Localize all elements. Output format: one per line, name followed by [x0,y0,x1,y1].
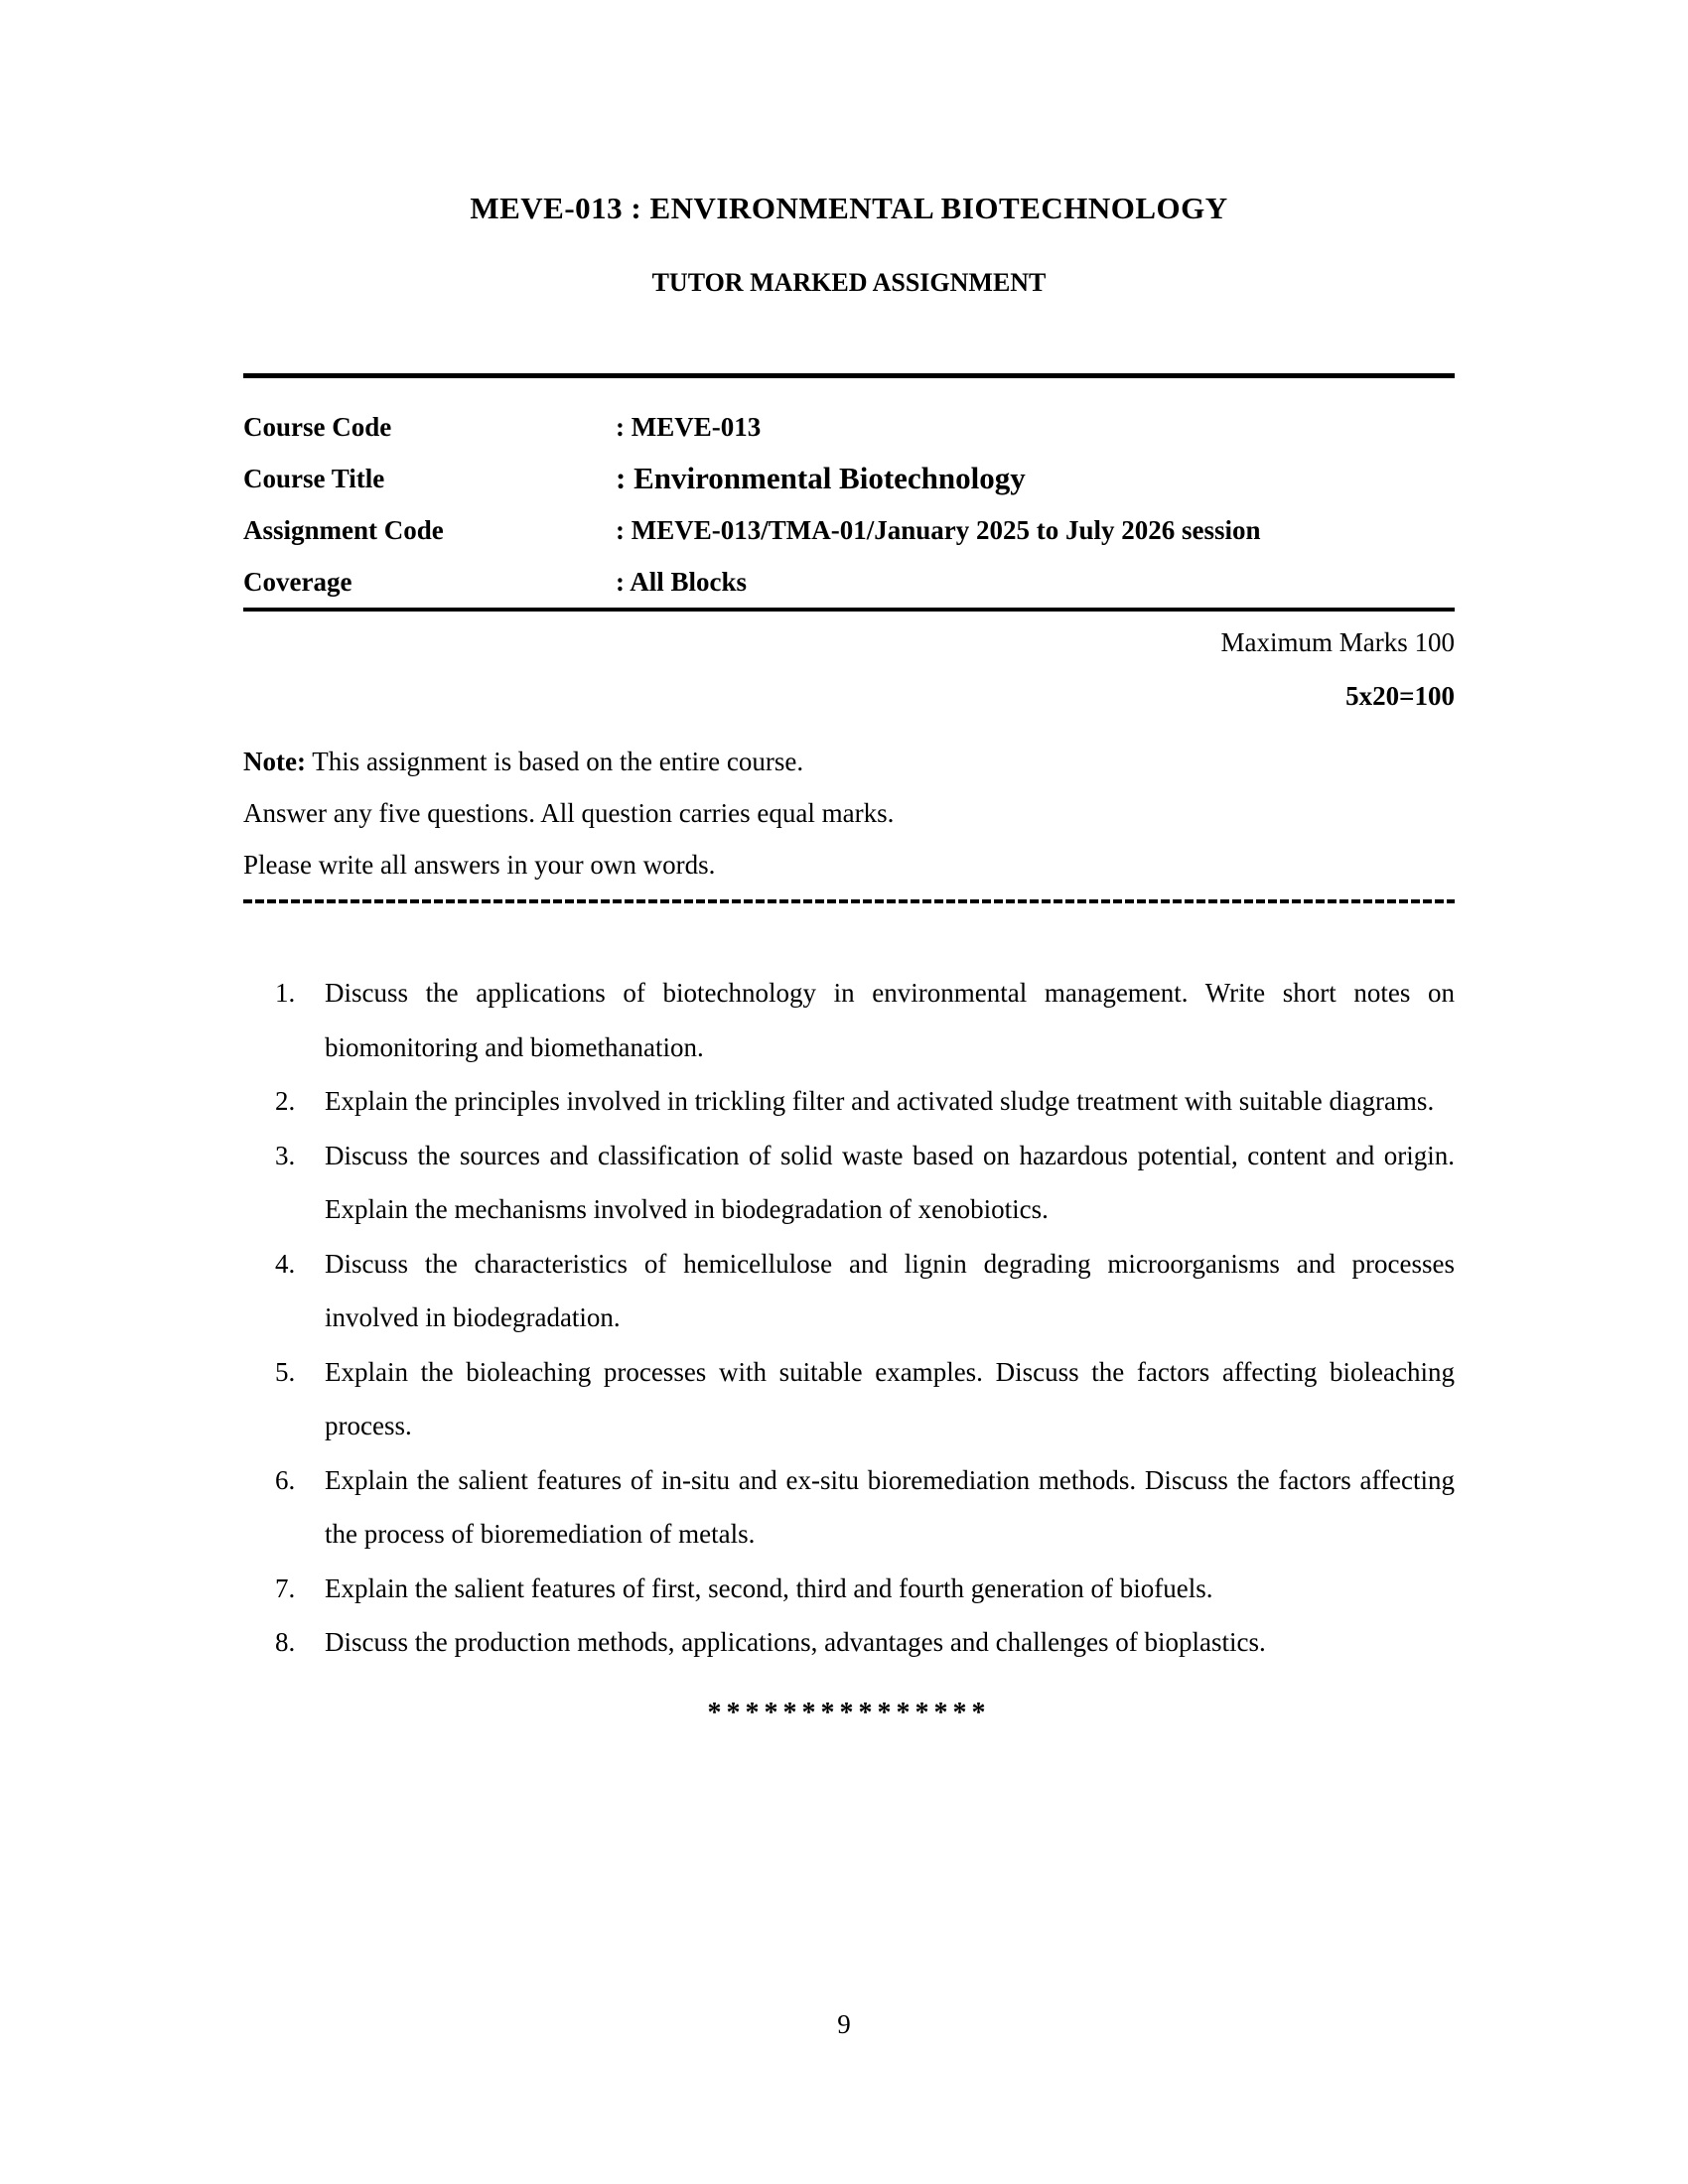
question-item-6 [275,1453,1455,1562]
question-text: Discuss the applications of biotechnology in environmental management. Write short notes on biomonitoring and biomethanation. [325,978,1455,1062]
question-text: Explain the principles involved in trickling filter and activated sludge treatment with suitable diagrams. [325,1086,1435,1116]
dashed-divider [243,899,1455,903]
note-text: This assignment is based on the entire course. [305,747,804,776]
table-row-course-title [243,453,1455,504]
question-item-8 [275,1615,1455,1670]
course-title-label: Course Title [243,464,385,493]
question-text: Discuss the production methods, applications, advantages and challenges of bioplastics. [325,1627,1266,1657]
document-content [243,0,1455,1729]
instructions-block [243,745,1455,882]
coverage-label: Coverage [243,567,352,597]
question-item-5 [275,1345,1455,1453]
end-of-paper-separator: *************** [707,1697,991,1728]
question-list [243,966,1455,1670]
question-item-3 [275,1129,1455,1237]
note-line [243,745,1455,778]
question-text: Discuss the sources and classification of solid waste based on hazardous potential, content and origin. Explain the mechanisms involved in biodegradation of xenobiotics. [325,1140,1455,1224]
question-item-1 [275,966,1455,1074]
table-row-coverage [243,556,1455,608]
assignment-code-value: : MEVE-013/TMA-01/January 2025 to July 2026 session [616,515,1261,545]
question-number: 8. [275,1627,296,1657]
course-info-table [243,373,1455,612]
table-row-assignment-code [243,504,1455,556]
marks-block [243,625,1455,713]
course-title-heading: MEVE-013 : ENVIRONMENTAL BIOTECHNOLOGY [470,191,1228,225]
question-text: Explain the salient features of in-situ and ex-situ bioremediation methods. Discuss the factors affecting the process of bioremediation of metals. [325,1464,1455,1549]
question-item-4 [275,1237,1455,1345]
assignment-code-label: Assignment Code [243,515,444,545]
question-number: 5. [275,1356,296,1387]
page-number: 9 [837,2009,851,2039]
maximum-marks: Maximum Marks 100 [1220,627,1455,657]
question-item-7 [275,1562,1455,1616]
table-row-course-code [243,401,1455,453]
question-text: Explain the bioleaching processes with suitable examples. Discuss the factors affecting bioleaching process. [325,1356,1455,1440]
marks-scheme: 5x20=100 [1345,681,1455,711]
instruction-line-2: Answer any five questions. All question carries equal marks. [243,798,895,828]
course-code-label: Course Code [243,412,392,442]
question-number: 7. [275,1572,296,1603]
question-number: 2. [275,1086,296,1116]
coverage-value: : All Blocks [616,567,748,597]
question-number: 3. [275,1140,296,1170]
course-code-value: : MEVE-013 [616,412,762,442]
question-text: Explain the salient features of first, second, third and fourth generation of biofuels. [325,1572,1213,1603]
question-number: 4. [275,1248,296,1279]
note-label: Note: [243,747,306,776]
instruction-line-3: Please write all answers in your own words. [243,850,716,880]
question-text: Discuss the characteristics of hemicellulose and lignin degrading microorganisms and processes involved in biodegradation. [325,1248,1455,1332]
course-title-value: : Environmental Biotechnology [616,461,1026,495]
question-number: 1. [275,978,296,1008]
question-number: 6. [275,1464,296,1495]
assignment-type-heading: TUTOR MARKED ASSIGNMENT [651,268,1047,297]
question-item-2 [275,1074,1455,1129]
